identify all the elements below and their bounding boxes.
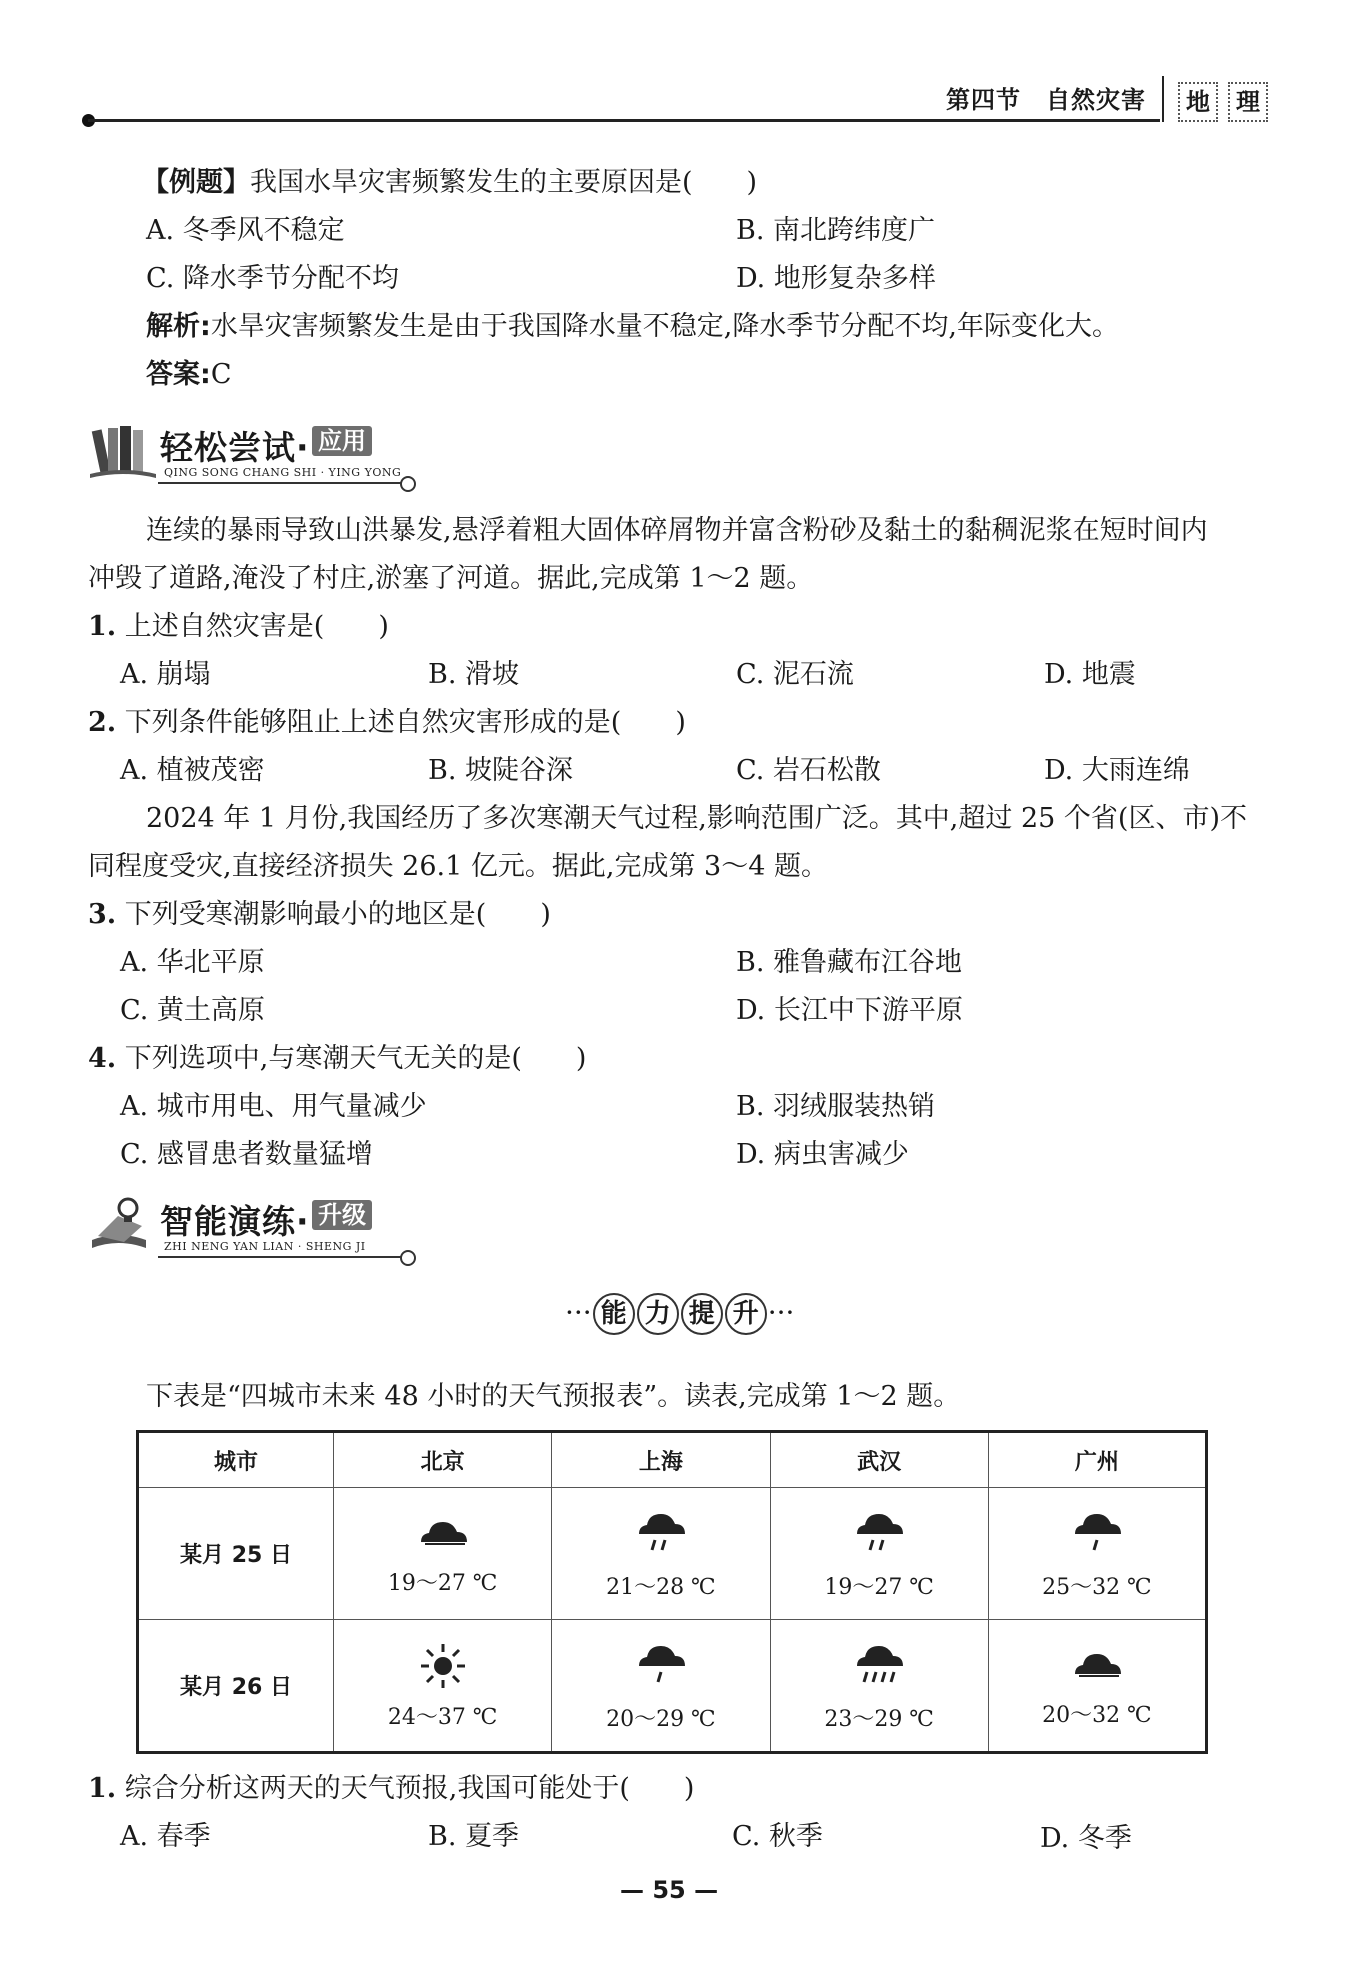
example-tag: 【例题】 bbox=[142, 167, 250, 198]
level-char-3: 提 bbox=[681, 1293, 723, 1335]
cloud-light-rain-icon bbox=[1065, 1506, 1129, 1562]
ability-level-heading bbox=[565, 1293, 794, 1335]
question-4-text: 下列选项中,与寒潮天气无关的是( ) bbox=[124, 1043, 587, 1074]
pq1-option-a: A. 春季 bbox=[120, 1821, 211, 1852]
cloud-rain-icon bbox=[847, 1506, 911, 1562]
q1-option-d: D. 地震 bbox=[1044, 659, 1136, 690]
q1-option-c: C. 泥石流 bbox=[736, 659, 854, 690]
answer-label: 答案: bbox=[146, 359, 211, 390]
weather-forecast-table bbox=[136, 1430, 1208, 1754]
table-intro: 下表是“四城市未来 48 小时的天气预报表”。读表,完成第 1～2 题。 bbox=[146, 1381, 961, 1412]
books-icon bbox=[88, 422, 158, 482]
temp-range: 23～29 ℃ bbox=[824, 1706, 934, 1732]
q4-option-c: C. 感冒患者数量猛增 bbox=[120, 1139, 373, 1170]
question-4 bbox=[88, 1042, 586, 1076]
table-header-row bbox=[138, 1432, 1207, 1488]
pq1-option-d: D. 冬季 bbox=[1040, 1823, 1132, 1854]
header-divider bbox=[1162, 76, 1164, 122]
section-tag-apply: 应用 bbox=[312, 426, 372, 456]
question-1-text: 上述自然灾害是( ) bbox=[124, 611, 389, 642]
question-4-num: 4. bbox=[88, 1043, 117, 1074]
q4-option-b: B. 羽绒服装热销 bbox=[736, 1091, 936, 1122]
example-option-d: D. 地形复杂多样 bbox=[736, 263, 936, 294]
banner-ring bbox=[400, 476, 416, 492]
q3-option-a: A. 华北平原 bbox=[120, 947, 265, 978]
temp-range: 19～27 ℃ bbox=[387, 1570, 498, 1596]
section-banner-try bbox=[88, 422, 418, 482]
banner-underline bbox=[158, 1256, 403, 1258]
weather-cell bbox=[334, 1619, 552, 1752]
q1-option-a: A. 崩塌 bbox=[120, 659, 211, 690]
weather-cell bbox=[334, 1488, 552, 1620]
section-tag-upgrade: 升级 bbox=[312, 1200, 372, 1230]
example-analysis bbox=[146, 310, 1119, 344]
question-1-num: 1. bbox=[88, 611, 117, 642]
section-title-try: 轻松尝试· bbox=[160, 428, 310, 467]
chapter-section-title: 第四节 自然灾害 bbox=[946, 85, 1146, 114]
level-char-4: 升 bbox=[725, 1293, 767, 1335]
weather-cell bbox=[988, 1488, 1206, 1620]
section-pinyin-try: QING SONG CHANG SHI · YING YONG bbox=[164, 466, 402, 479]
passage1-line2: 冲毁了道路,淹没了村庄,淤塞了河道。据此,完成第 1～2 题。 bbox=[88, 563, 814, 594]
question-3 bbox=[88, 898, 551, 932]
level-char-1: 能 bbox=[593, 1293, 635, 1335]
q4-option-a: A. 城市用电、用气量减少 bbox=[120, 1091, 427, 1122]
q2-option-c: C. 岩石松散 bbox=[736, 755, 881, 786]
table-row bbox=[138, 1619, 1207, 1752]
practice-q1-text: 综合分析这两天的天气预报,我国可能处于( ) bbox=[124, 1773, 695, 1804]
practice-q1-num: 1. bbox=[88, 1773, 117, 1804]
header-shanghai: 上海 bbox=[552, 1432, 770, 1488]
temp-range: 20～29 ℃ bbox=[606, 1706, 716, 1732]
row-date: 某月 26 日 bbox=[138, 1619, 334, 1752]
example-question bbox=[142, 166, 757, 200]
passage2-line1: 2024 年 1 月份,我国经历了多次寒潮天气过程,影响范围广泛。其中,超过 25 个省(区、市)不 bbox=[146, 803, 1247, 834]
level-dots-right: ··· bbox=[767, 1296, 795, 1329]
question-1 bbox=[88, 610, 389, 644]
example-answer bbox=[146, 358, 231, 392]
analysis-label: 解析: bbox=[146, 311, 211, 342]
question-3-num: 3. bbox=[88, 899, 117, 930]
example-question-text: 我国水旱灾害频繁发生的主要原因是( ) bbox=[250, 167, 758, 198]
page-number: — 55 — bbox=[620, 1876, 719, 1904]
level-dots-left: ··· bbox=[565, 1296, 592, 1329]
section-pinyin-practice: ZHI NENG YAN LIAN · SHENG JI bbox=[164, 1240, 366, 1253]
q1-option-b: B. 滑坡 bbox=[428, 659, 520, 690]
subject-char-1: 地 bbox=[1178, 82, 1218, 122]
level-char-2: 力 bbox=[637, 1293, 679, 1335]
question-2-num: 2. bbox=[88, 707, 117, 738]
q2-option-a: A. 植被茂密 bbox=[120, 755, 265, 786]
weather-cell bbox=[770, 1488, 988, 1620]
q3-option-c: C. 黄土高原 bbox=[120, 995, 265, 1026]
cloud-light-rain-icon bbox=[629, 1638, 693, 1694]
analysis-text: 水旱灾害频繁发生是由于我国降水量不稳定,降水季节分配不均,年际变化大。 bbox=[210, 311, 1119, 342]
sun-icon bbox=[415, 1640, 471, 1692]
q4-option-d: D. 病虫害减少 bbox=[736, 1139, 909, 1170]
table-row bbox=[138, 1488, 1207, 1620]
cloud-heavy-rain-icon bbox=[847, 1638, 911, 1694]
header-beijing: 北京 bbox=[334, 1432, 552, 1488]
pq1-option-b: B. 夏季 bbox=[428, 1821, 520, 1852]
example-option-a: A. 冬季风不稳定 bbox=[146, 215, 345, 246]
subject-char-2: 理 bbox=[1228, 82, 1268, 122]
row-date: 某月 25 日 bbox=[138, 1488, 334, 1620]
cloudy-icon bbox=[1065, 1642, 1129, 1690]
header-city: 城市 bbox=[138, 1432, 334, 1488]
book-lamp-icon bbox=[88, 1196, 158, 1256]
example-option-c: C. 降水季节分配不均 bbox=[146, 263, 399, 294]
cloud-rain-icon bbox=[629, 1506, 693, 1562]
practice-question-1 bbox=[88, 1772, 694, 1806]
q3-option-d: D. 长江中下游平原 bbox=[736, 995, 963, 1026]
question-2-text: 下列条件能够阻止上述自然灾害形成的是( ) bbox=[124, 707, 686, 738]
cloudy-icon bbox=[411, 1510, 475, 1558]
weather-cell bbox=[552, 1488, 770, 1620]
temp-range: 25～32 ℃ bbox=[1042, 1574, 1152, 1600]
question-2 bbox=[88, 706, 686, 740]
weather-cell bbox=[770, 1619, 988, 1752]
q2-option-d: D. 大雨连绵 bbox=[1044, 755, 1190, 786]
header-rule bbox=[88, 119, 1160, 122]
example-option-b: B. 南北跨纬度广 bbox=[736, 215, 936, 246]
answer-text: C bbox=[210, 359, 232, 390]
pq1-option-c: C. 秋季 bbox=[732, 1821, 823, 1852]
weather-cell bbox=[988, 1619, 1206, 1752]
temp-range: 21～28 ℃ bbox=[606, 1574, 716, 1600]
temp-range: 24～37 ℃ bbox=[387, 1704, 498, 1730]
banner-underline bbox=[158, 482, 403, 484]
header-wuhan: 武汉 bbox=[770, 1432, 988, 1488]
passage2-line2: 同程度受灾,直接经济损失 26.1 亿元。据此,完成第 3～4 题。 bbox=[88, 851, 828, 882]
q2-option-b: B. 坡陡谷深 bbox=[428, 755, 574, 786]
banner-ring bbox=[400, 1250, 416, 1266]
temp-range: 20～32 ℃ bbox=[1042, 1702, 1152, 1728]
question-3-text: 下列受寒潮影响最小的地区是( ) bbox=[124, 899, 551, 930]
temp-range: 19～27 ℃ bbox=[824, 1574, 934, 1600]
q3-option-b: B. 雅鲁藏布江谷地 bbox=[736, 947, 963, 978]
section-banner-practice bbox=[88, 1196, 418, 1256]
header-guangzhou: 广州 bbox=[988, 1432, 1206, 1488]
passage1-line1: 连续的暴雨导致山洪暴发,悬浮着粗大固体碎屑物并富含粉砂及黏土的黏稠泥浆在短时间内 bbox=[146, 515, 1208, 546]
section-title-practice: 智能演练· bbox=[160, 1202, 310, 1241]
weather-cell bbox=[552, 1619, 770, 1752]
